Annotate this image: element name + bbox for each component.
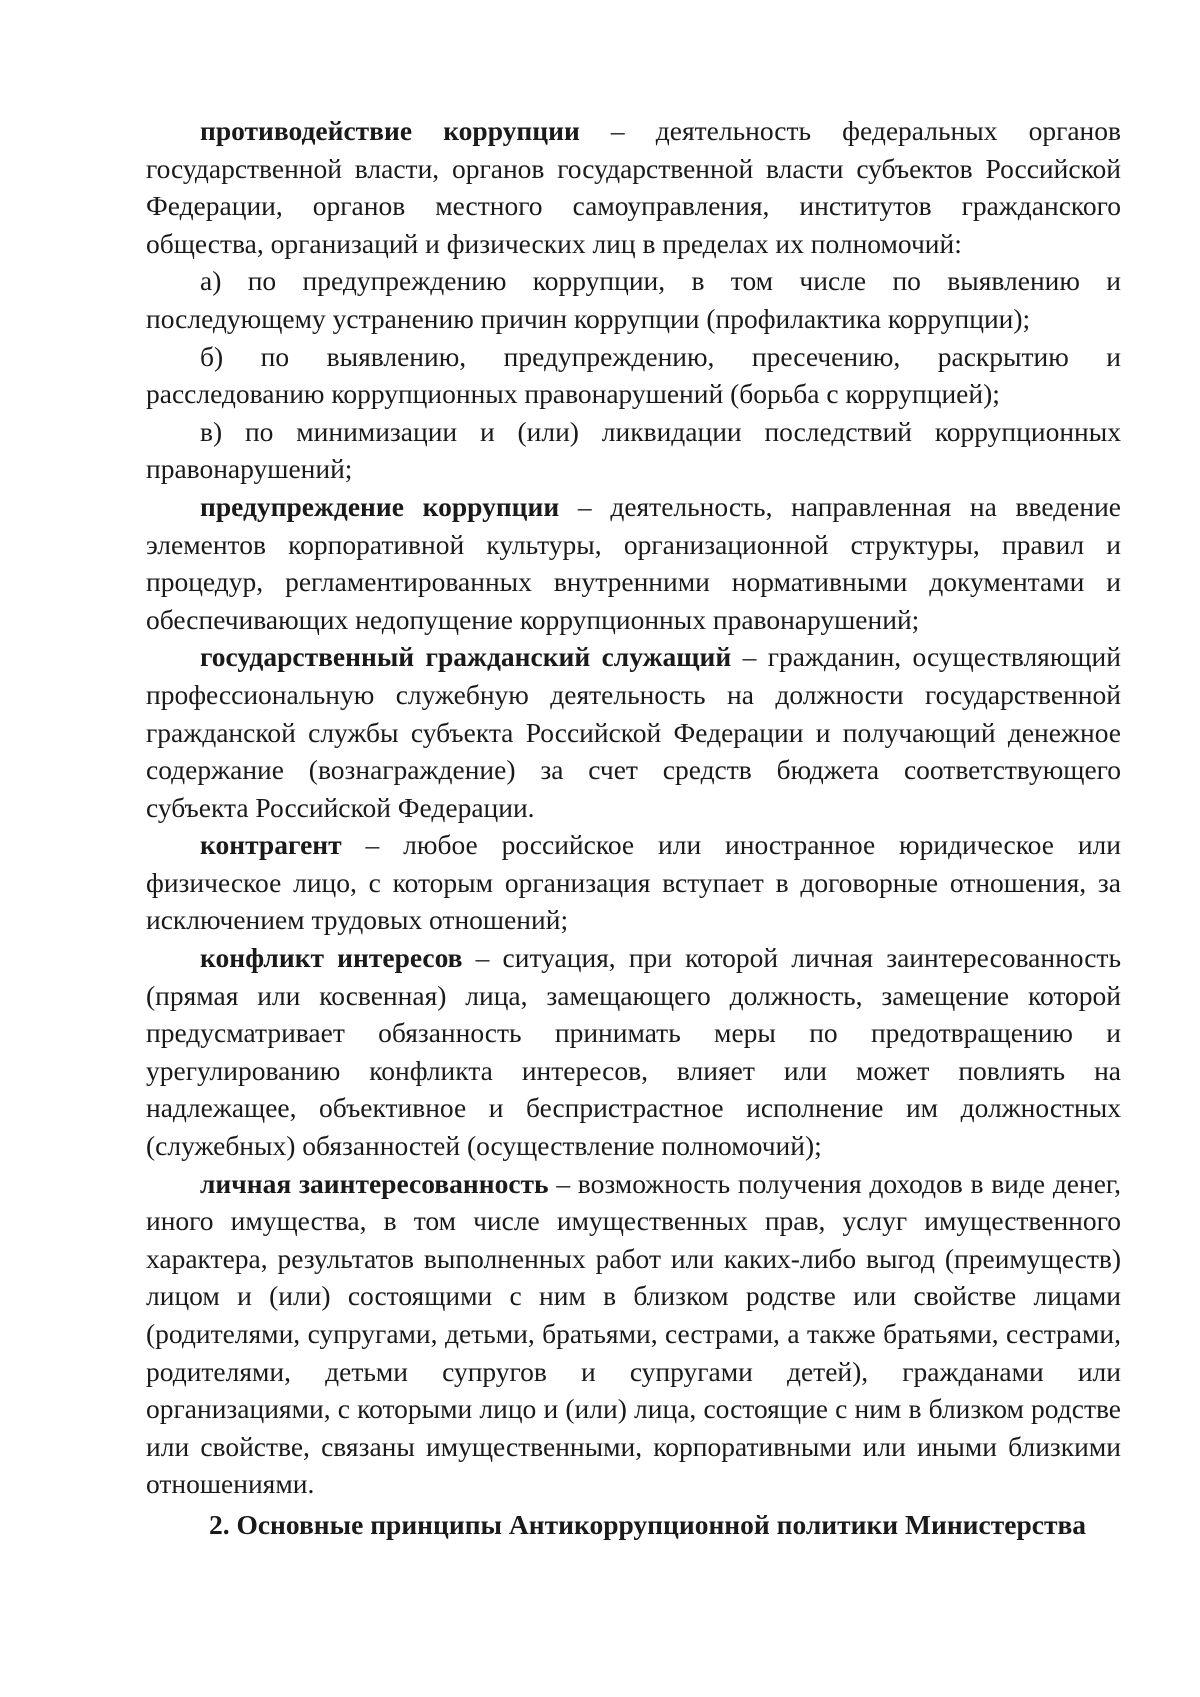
list-item-a: а) по предупреждению коррупции, в том числе по выявлению и последующему устранению причин коррупции (профилактика коррупции); [146, 265, 1121, 334]
definition-text: – гражданин, осуществляющий профессиональную служебную деятельность на должности государственной гражданской службы субъекта Российской Федерации и получающий денежное содержание (вознаграждение) за счет средств бюджета соответствующего субъекта Российской Федерации. [146, 641, 1121, 823]
term-label: личная заинтересованность [200, 1167, 549, 1199]
term-label: контрагент [200, 829, 342, 861]
definition-text: – деятельность, направленная на введение элементов корпоративной культуры, организационной структуры, правил и процедур, регламентированных внутренними нормативными документами и обеспечивающих недопущение коррупционных правонарушений; [146, 490, 1122, 635]
list-item-b: б) по выявлению, предупреждению, пресечению, раскрытию и расследованию коррупционных правонарушений (борьба с коррупцией); [146, 340, 1121, 410]
term-label: предупреждение коррупции [200, 490, 560, 522]
definition-personal-interest [146, 1165, 1121, 1503]
definition-text: – деятельность федеральных органов государственной власти, органов государственной власти субъектов Российской Федерации, органов местного самоуправления, институтов гражданского общества, организаций и физических лиц в пределах их полномочий: [146, 115, 1121, 259]
definition-text: – возможность получения доходов в виде денег, иного имущества, в том числе имущественных прав, услуг имущественного характера, результатов выполненных работ или каких-либо выгод (преимуществ) лицом и (или) состоящими с ним в близком родстве или свойстве лицами (родителями, супругами, детьми, братьями, сестрами, а также братьями, сестрами, родителями, детьми супругов и супругами детей), гражданами или организациями, с которыми лицо и (или) лица, состоящие с ним в близком родстве или свойстве, связаны имущественными, корпоративными или иными близкими отношениями. [146, 1167, 1121, 1500]
term-label: конфликт интересов [200, 942, 463, 974]
definition-counterparty [146, 826, 1121, 939]
list-item-c: в) по минимизации и (или) ликвидации последствий коррупционных правонарушений; [146, 415, 1121, 485]
definition-text: – любое российское или иностранное юридическое или физическое лицо, с которым организация вступает в договорные отношения, за исключением трудовых отношений; [146, 829, 1121, 936]
definition-conflict-of-interest [146, 939, 1121, 1165]
document-body [146, 112, 1121, 1544]
definition-corruption-prevention [146, 488, 1121, 638]
term-label: государственный гражданский служащий [200, 641, 732, 673]
term-label: противодействие коррупции [200, 115, 580, 146]
definition-text: – ситуация, при которой личная заинтересованность (прямая или косвенная) лица, замещающего должность, замещение которой предусматривает обязанность принимать меры по предотвращению и урегулированию конфликта интересов, влияет или может повлиять на надлежащее, объективное и беспристрастное исполнение им должностных (служебных) обязанностей (осуществление полномочий); [146, 942, 1121, 1162]
definition-civil-servant [146, 638, 1121, 826]
definition-anti-corruption [146, 112, 1121, 262]
section-heading: 2. Основные принципы Антикоррупционной политики Министерства [208, 1508, 1087, 1540]
